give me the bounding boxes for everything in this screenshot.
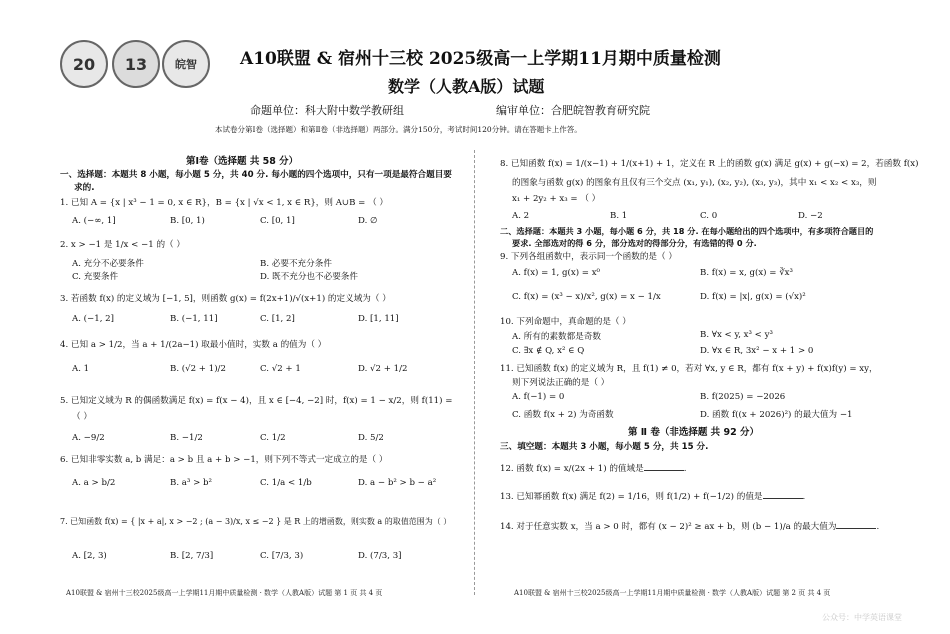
question-13-text: 13. 已知幂函数 f(x) 满足 f(2) = 1/16，则 f(1/2) + f(−1/2) 的值是 [500, 492, 763, 502]
q7-option-d: D. (7/3, 3] [358, 551, 402, 561]
q2-option-d: D. 既不充分也不必要条件 [260, 272, 358, 282]
q8-option-c: C. 0 [700, 211, 718, 221]
q1-option-b: B. [0, 1) [170, 216, 205, 226]
question-2: 2. x > −1 是 1/x < −1 的（ ） [60, 240, 185, 250]
section2-title: 二、选择题：本题共 3 小题，每小题 6 分，共 18 分. 在每小题给出的四个选项中，有多项符合题目的 [500, 226, 874, 236]
question-12: 12. 函数 f(x) = x/(2x + 1) 的值域是 . [500, 461, 686, 474]
question-14: 14. 对于任意实数 x，当 a > 0 时，都有 (x − 2)² ≥ ax + b，则 (b − 1)/a 的最大值为 . [500, 519, 879, 532]
q8-option-b: B. 1 [610, 211, 628, 221]
q3-option-a: A. (−1, 2] [72, 314, 114, 324]
q10-option-a: A. 所有的素数都是奇数 [512, 332, 602, 342]
q9-option-b: B. f(x) = x, g(x) = ∛x³ [700, 268, 793, 278]
q11-option-b: B. f(2025) = −2026 [700, 392, 786, 402]
q2-option-b: B. 必要不充分条件 [260, 259, 332, 269]
question-9: 9. 下列各组函数中，表示同一个函数的是（ ） [500, 252, 677, 262]
q6-option-c: C. 1/a < 1/b [260, 478, 312, 488]
q4-option-b: B. (√2 + 1)/2 [170, 364, 226, 374]
q3-option-d: D. [1, 11] [358, 314, 399, 324]
q4-option-d: D. √2 + 1/2 [358, 364, 408, 374]
question-6: 6. 已知非零实数 a, b 满足：a > b 且 a + b > −1，则下列不等式一定成立的是（ ） [60, 455, 388, 465]
section1-title: 一、选择题：本题共 8 小题，每小题 5 分，共 40 分. 每小题的四个选项中，只有一项是最符合题目要 [60, 170, 452, 180]
q13-answer-blank[interactable] [763, 489, 803, 499]
exam-title: A10联盟 & 宿州十三校 2025级高一上学期11月期中质量检测 [240, 49, 721, 69]
q9-option-c: C. f(x) = (x³ − x)/x², g(x) = x − 1/x [512, 292, 661, 302]
question-3: 3. 若函数 f(x) 的定义域为 [−1, 5]，则函数 g(x) = f(2x+1)/√(x+1) 的定义域为（ ） [60, 294, 391, 304]
school-logo: 13 [112, 40, 160, 88]
q9-option-d: D. f(x) = |x|, g(x) = (√x)² [700, 292, 806, 302]
q10-option-c: C. ∃x ∉ Q, x² ∈ Q [512, 346, 585, 356]
q7-option-b: B. [2, 7/3] [170, 551, 214, 561]
q7-option-a: A. [2, 3) [72, 551, 107, 561]
page-1-footer: A10联盟 & 宿州十三校2025级高一上学期11月期中质量检测 · 数学（人教A版）试题 第 1 页 共 4 页 [66, 589, 383, 597]
q1-option-a: A. (−∞, 1] [72, 216, 116, 226]
q2-option-a: A. 充分不必要条件 [72, 259, 144, 269]
question-8-cont2: x₁ + 2y₂ + x₃ = （ ） [512, 194, 601, 204]
q3-option-b: B. (−1, 11] [170, 314, 218, 324]
part1-title: 第Ⅰ卷（选择题 共 58 分） [186, 156, 299, 167]
question-5-cont: （ ） [72, 412, 92, 422]
q4-option-c: C. √2 + 1 [260, 364, 301, 374]
question-14-text: 14. 对于任意实数 x，当 a > 0 时，都有 (x − 2)² ≥ ax + b，则 (b − 1)/a 的最大值为 [500, 522, 837, 532]
question-11: 11. 已知函数 f(x) 的定义域为 R，且 f(1) ≠ 0，若对 ∀x, y ∈ R，都有 f(x + y) + f(x)f(y) = xy， [500, 364, 878, 374]
q5-option-c: C. 1/2 [260, 433, 286, 443]
section3-title: 三、填空题：本题共 3 小题，每小题 5 分，共 15 分. [500, 442, 709, 452]
q4-option-a: A. 1 [72, 364, 90, 374]
q6-option-a: A. a > b/2 [72, 478, 116, 488]
question-7: 7. 已知函数 f(x) = { |x + a|, x > −2 ; (a − 3)/x, x ≤ −2 } 是 R 上的增函数，则实数 a 的取值范围为（ ） [60, 517, 452, 526]
q10-option-d: D. ∀x ∈ R, 3x² − x + 1 > 0 [700, 346, 814, 356]
q5-option-b: B. −1/2 [170, 433, 203, 443]
q8-option-a: A. 2 [512, 211, 530, 221]
q8-option-d: D. −2 [798, 211, 823, 221]
question-10: 10. 下列命题中，真命题的是（ ） [500, 317, 631, 327]
column-divider [474, 150, 475, 595]
question-8: 8. 已知函数 f(x) = 1/(x−1) + 1/(x+1) + 1，定义在 R 上的函数 g(x) 满足 g(x) + g(−x) = 2，若函数 f(x) [500, 159, 919, 169]
q1-option-d: D. ∅ [358, 216, 378, 226]
q11-option-c: C. 函数 f(x + 2) 为奇函数 [512, 410, 614, 420]
q1-option-c: C. [0, 1] [260, 216, 295, 226]
q11-option-a: A. f(−1) = 0 [512, 392, 565, 402]
section2-title-cont: 要求. 全部选对的得 6 分，部分选对的得部分分，有选错的得 0 分. [512, 238, 757, 248]
q6-option-d: D. a − b² > b − a² [358, 478, 437, 488]
question-8-cont: 的图象与函数 g(x) 的图象有且仅有三个交点 (x₁, y₁), (x₂, y₂), (x₃, y₃)，其中 x₁ < x₂ < x₃，则 [512, 178, 877, 188]
q2-option-c: C. 充要条件 [72, 272, 119, 282]
question-4: 4. 已知 a > 1/2，当 a + 1/(2a−1) 取最小值时，实数 a 的值为（ ） [60, 340, 327, 350]
alliance-logo: 20 [60, 40, 108, 88]
reviewer: 编审单位：合肥皖智教育研究院 [496, 104, 650, 117]
q5-option-d: D. 5/2 [358, 433, 384, 443]
section1-title-cont: 求的. [74, 183, 95, 193]
question-1: 1. 已知 A = {x | x³ − 1 = 0, x ∈ R}，B = {x | √x < 1, x ∈ R}，则 A∪B = （ ） [60, 198, 389, 208]
question-5: 5. 已知定义域为 R 的偶函数满足 f(x) = f(x − 4)，且 x ∈ [−4, −2] 时，f(x) = 1 − x/2，则 f(11) = [60, 396, 453, 406]
question-13: 13. 已知幂函数 f(x) 满足 f(2) = 1/16，则 f(1/2) + f(−1/2) 的值是 . [500, 489, 805, 502]
q9-option-a: A. f(x) = 1, g(x) = x⁰ [512, 268, 601, 278]
question-12-text: 12. 函数 f(x) = x/(2x + 1) 的值域是 [500, 464, 644, 474]
education-logo: 皖智 [162, 40, 210, 88]
q7-option-c: C. [7/3, 3) [260, 551, 304, 561]
exam-subtitle: 数学（人教A版）试题 [388, 77, 545, 96]
q12-answer-blank[interactable] [644, 461, 684, 471]
page-2-footer: A10联盟 & 宿州十三校2025级高一上学期11月期中质量检测 · 数学（人教A版）试题 第 2 页 共 4 页 [514, 589, 831, 597]
q11-option-d: D. 函数 f((x + 2026)²) 的最大值为 −1 [700, 410, 853, 420]
q5-option-a: A. −9/2 [72, 433, 105, 443]
q10-option-b: B. ∀x < y, x³ < y³ [700, 330, 773, 340]
q14-answer-blank[interactable] [836, 519, 876, 529]
question-11-cont: 则下列说法正确的是（ ） [512, 378, 610, 388]
proposer: 命题单位：科大附中数学教研组 [250, 104, 404, 117]
q3-option-c: C. [1, 2] [260, 314, 295, 324]
watermark: 公众号：中学英语课堂 [822, 613, 902, 622]
q6-option-b: B. a³ > b² [170, 478, 212, 488]
part2-title: 第 Ⅱ 卷（非选择题 共 92 分） [628, 427, 760, 438]
exam-notice: 本试卷分第Ⅰ卷（选择题）和第Ⅱ卷（非选择题）两部分。满分150分，考试时间120分钟。请在答题卡上作答。 [215, 125, 582, 134]
